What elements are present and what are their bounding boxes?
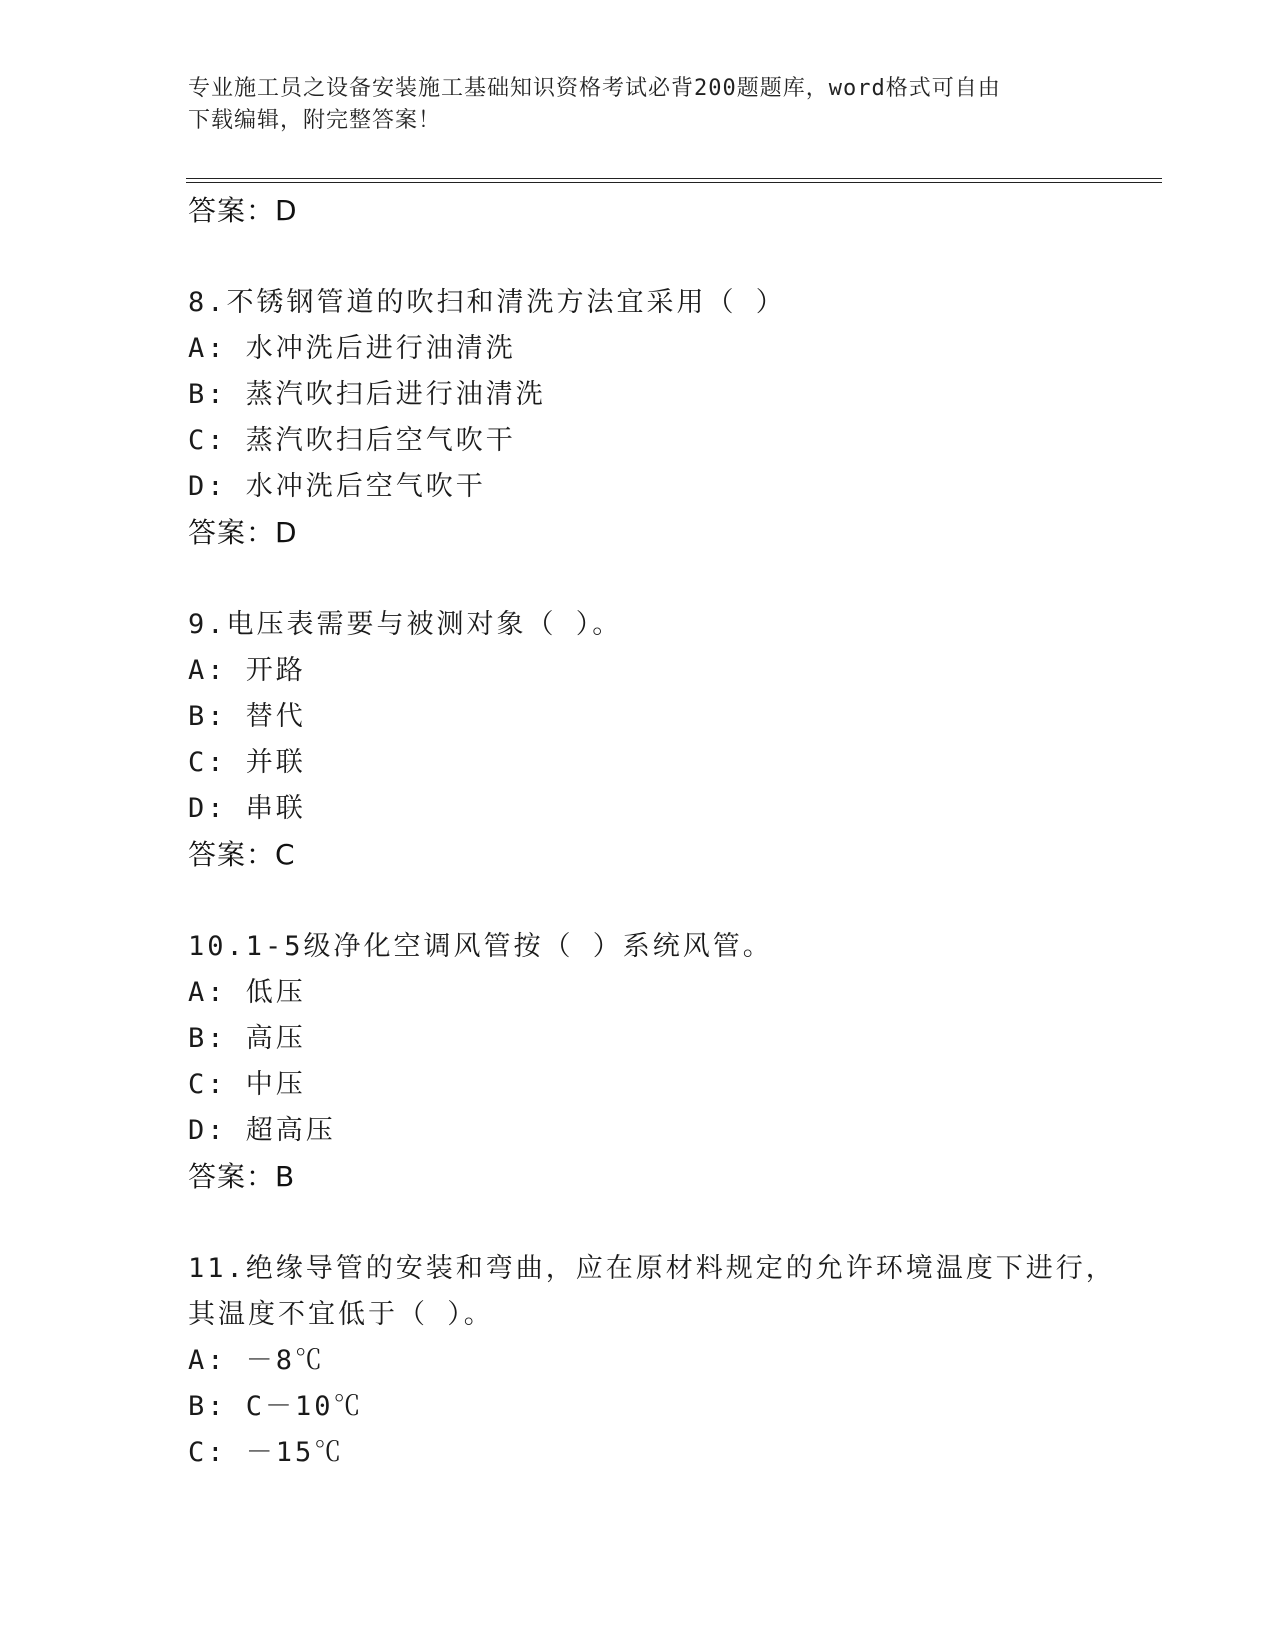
question-text: 10.1-5级净化空调风管按（ ）系统风管。 — [188, 931, 773, 962]
option-d: D: 超高压 — [188, 1115, 336, 1146]
question-11 — [188, 1246, 1148, 1476]
answer: 答案：B — [188, 1160, 296, 1193]
answer-previous: 答案：D — [188, 194, 298, 227]
option-c: C: 并联 — [188, 747, 306, 778]
option-c: C: －15℃ — [188, 1437, 345, 1468]
header-divider-top — [186, 178, 1162, 179]
option-c: C: 蒸汽吹扫后空气吹干 — [188, 425, 516, 456]
header-line-2: 下载编辑，附完整答案！ — [188, 108, 442, 133]
question-text-line-1: 11.绝缘导管的安装和弯曲，应在原材料规定的允许环境温度下进行， — [188, 1253, 1116, 1284]
questions-body — [188, 188, 1148, 1476]
question-8 — [188, 280, 1148, 556]
option-a: A: 开路 — [188, 655, 306, 686]
option-a: A: 低压 — [188, 977, 306, 1008]
option-b: B: C－10℃ — [188, 1391, 364, 1422]
option-d: D: 串联 — [188, 793, 306, 824]
header-divider-bottom — [186, 182, 1162, 183]
answer: 答案：D — [188, 516, 298, 549]
option-b: B: 高压 — [188, 1023, 306, 1054]
question-text: 9.电压表需要与被测对象（ ）。 — [188, 609, 623, 640]
question-9 — [188, 602, 1148, 878]
question-10 — [188, 924, 1148, 1200]
question-text: 8.不锈钢管道的吹扫和清洗方法宜采用（ ） — [188, 287, 786, 318]
header-line-1: 专业施工员之设备安装施工基础知识资格考试必背200题题库，word格式可自由 — [188, 76, 1001, 101]
question-text-line-2: 其温度不宜低于（ ）。 — [188, 1299, 494, 1330]
answer: 答案：C — [188, 838, 296, 871]
option-a: A: 水冲洗后进行油清洗 — [188, 333, 516, 364]
option-c: C: 中压 — [188, 1069, 306, 1100]
option-b: B: 替代 — [188, 701, 306, 732]
option-b: B: 蒸汽吹扫后进行油清洗 — [188, 379, 546, 410]
document-header — [188, 73, 1088, 137]
option-d: D: 水冲洗后空气吹干 — [188, 471, 486, 502]
option-a: A: －8℃ — [188, 1345, 326, 1376]
